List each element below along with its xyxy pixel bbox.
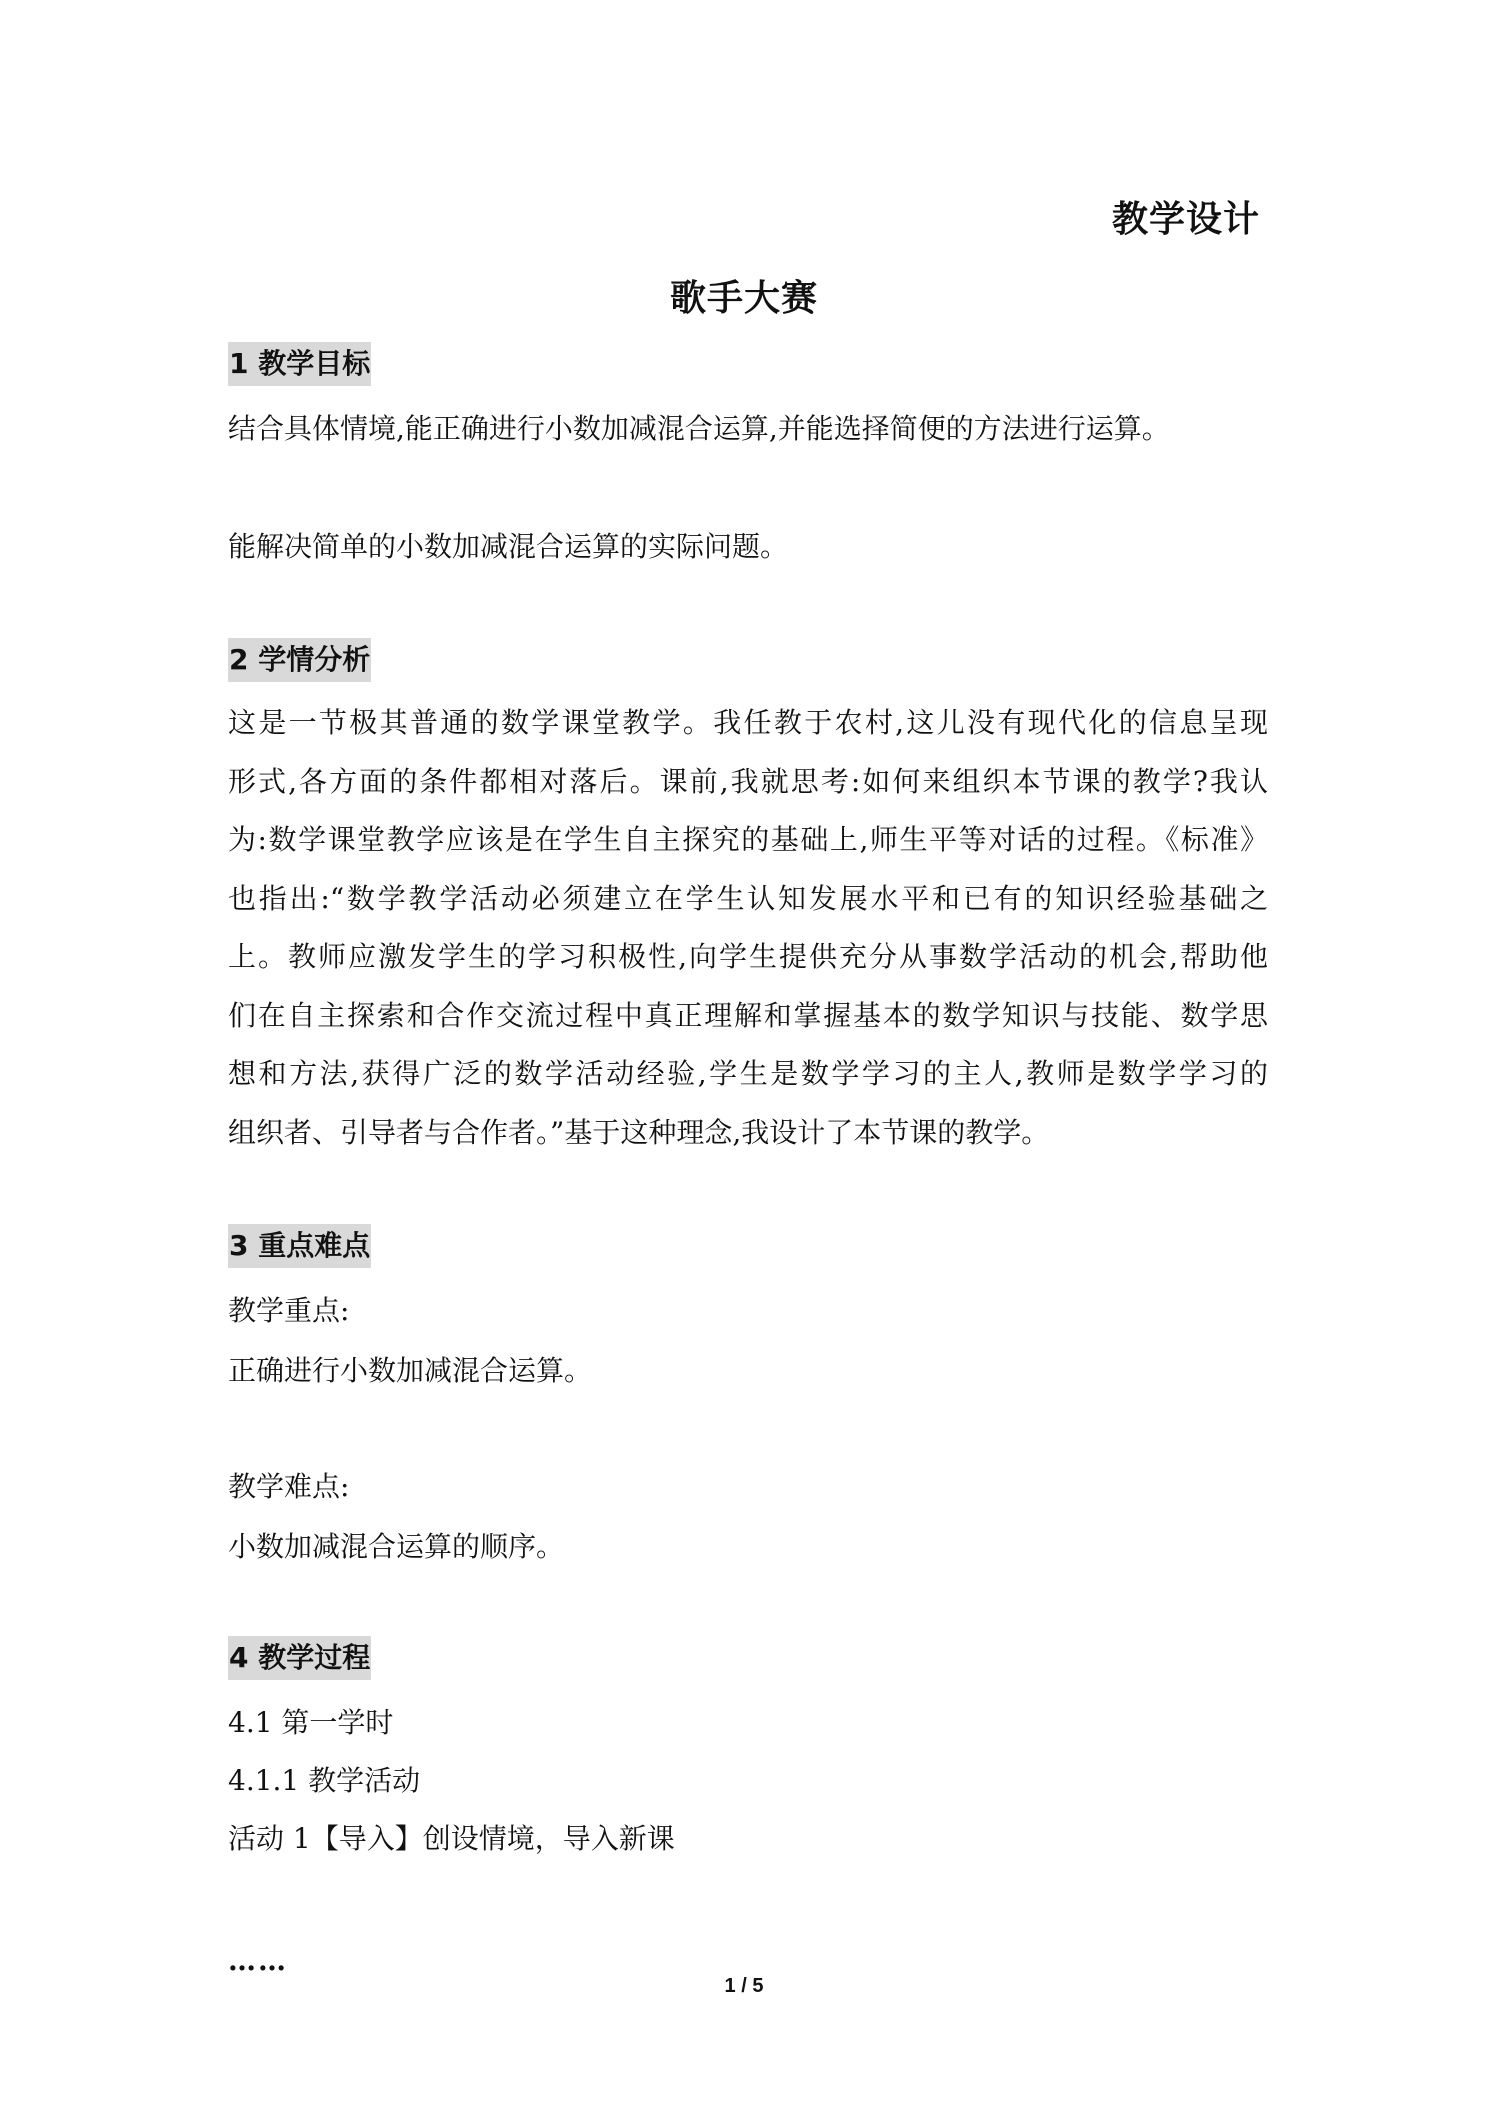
objective-paragraph: 能解决简单的小数加减混合运算的实际问题。 [228, 530, 789, 563]
student-analysis-paragraph [228, 694, 1268, 1162]
process-subheading: 4.1 第一学时 [228, 1706, 394, 1739]
difficulty-label: 教学难点: [228, 1470, 350, 1503]
key-point-text: 正确进行小数加减混合运算。 [228, 1354, 593, 1387]
process-subheading: 4.1.1 教学活动 [228, 1764, 421, 1797]
objective-paragraph: 结合具体情境,能正确进行小数加减混合运算,并能选择简便的方法进行运算。 [228, 412, 1170, 445]
difficulty-text: 小数加减混合运算的顺序。 [228, 1530, 565, 1563]
paragraph-line: 这是一节极其普通的数学课堂教学。我任教于农村,这儿没有现代化的信息呈现 [228, 706, 1268, 739]
paragraph-line: 想和方法,获得广泛的数学活动经验,学生是数学学习的主人,教师是数学学习的 [228, 1057, 1268, 1090]
page-number: 1 / 5 [724, 1975, 764, 1997]
document-title: 歌手大赛 [669, 278, 818, 319]
key-point-label: 教学重点: [228, 1294, 350, 1327]
ellipsis-text: …… [228, 1944, 288, 1977]
section-heading-student-analysis: 2 学情分析 [228, 638, 371, 682]
document-type-label: 教学设计 [1111, 199, 1260, 240]
paragraph-line: 也指出:“数学教学活动必须建立在学生认知发展水平和已有的知识经验基础之 [228, 881, 1268, 915]
section-heading-teaching-process: 4 教学过程 [228, 1636, 371, 1680]
paragraph-line: 组织者、引导者与合作者。”基于这种理念,我设计了本节课的教学。 [228, 1115, 1050, 1149]
paragraph-line: 上。教师应激发学生的学习积极性,向学生提供充分从事数学活动的机会,帮助他 [228, 940, 1268, 973]
section-heading-key-points: 3 重点难点 [228, 1224, 371, 1268]
section-heading-teaching-objectives: 1 教学目标 [228, 342, 371, 386]
activity-line: 活动 1【导入】创设情境，导入新课 [228, 1822, 675, 1855]
paragraph-line: 为:数学课堂教学应该是在学生自主探究的基础上,师生平等对话的过程。《标准》 [228, 823, 1268, 856]
paragraph-line: 们在自主探索和合作交流过程中真正理解和掌握基本的数学知识与技能、数学思 [228, 998, 1268, 1032]
paragraph-line: 形式,各方面的条件都相对落后。课前,我就思考:如何来组织本节课的教学?我认 [228, 764, 1268, 798]
